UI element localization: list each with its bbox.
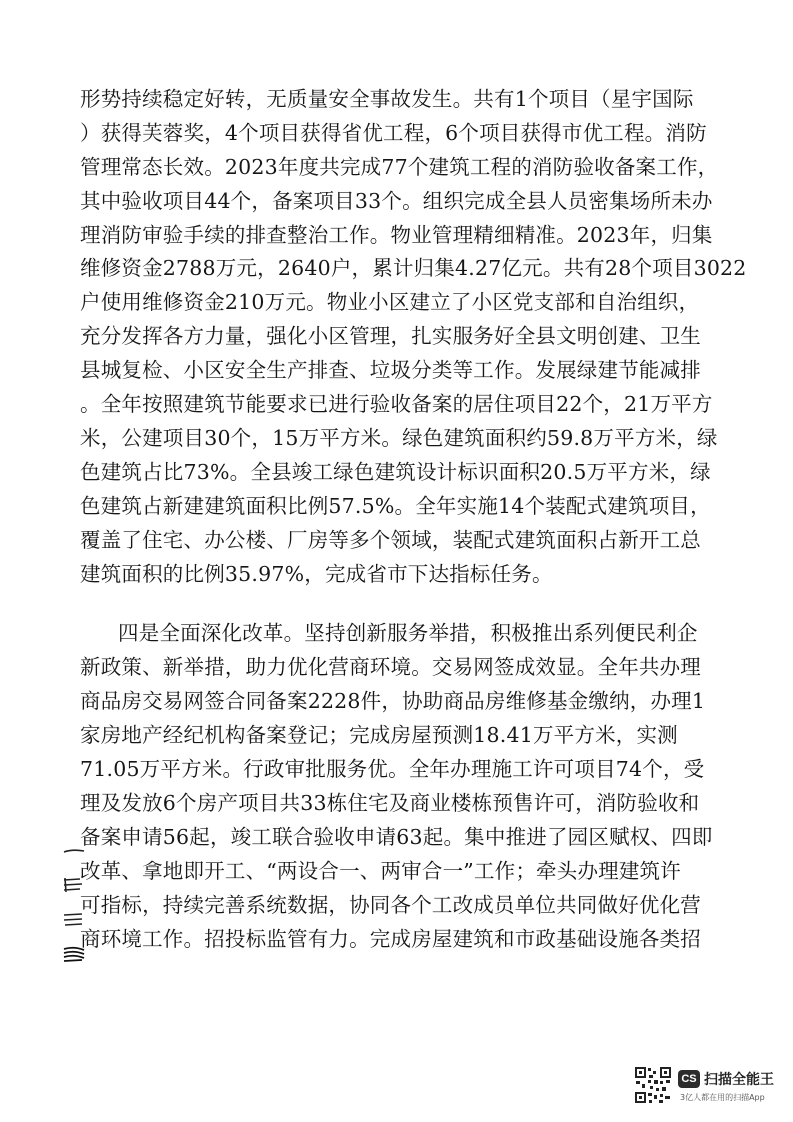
text-line: 改革、拿地即开工、“两设合一、两审合一”工作；牵头办理建筑许	[80, 859, 681, 883]
text-line: 维修资金2788万元，2640户，累计归集4.27亿元。共有28个项目3022	[80, 256, 747, 280]
text-line: 家房地产经纪机构备案登记；完成房屋预测18.41万平方米，实测	[80, 723, 678, 747]
text-line: 可指标，持续完善系统数据，协同各个工改成员单位共同做好优化营	[80, 893, 701, 917]
margin-scribble-icon	[62, 908, 88, 930]
text-line: 县城复检、小区安全生产排查、垃圾分类等工作。发展绿建节能减排	[80, 358, 701, 382]
margin-scribble-icon	[62, 942, 88, 964]
qr-code-icon	[634, 1066, 672, 1104]
text-line: 商品房交易网签合同备案2228件，协助商品房维修基金缴纳，办理1	[80, 689, 706, 713]
text-line: 其中验收项目44个，备案项目33个。组织完成全县人员密集场所未办	[80, 189, 713, 213]
text-line: 充分发挥各方力量，强化小区管理，扎实服务好全县文明创建、卫生	[80, 324, 701, 348]
text-line: 米，公建项目30个，15万平方米。绿色建筑面积约59.8万平方米，绿	[80, 426, 718, 450]
text-line: 覆盖了住宅、办公楼、厂房等多个领域，装配式建筑面积占新开工总	[80, 528, 701, 552]
text-line: 新政策、新举措，助力优化营商环境。交易网签成效显。全年共办理	[80, 655, 701, 679]
text-line: 理消防审验手续的排查整治工作。物业管理精细精准。2023年，归集	[80, 223, 713, 247]
text-line: ）获得芙蓉奖，4个项目获得省优工程，6个项目获得市优工程。消防	[80, 121, 707, 145]
margin-scribble-icon	[62, 840, 88, 862]
text-line: 色建筑占比73%。全县竣工绿色建筑设计标识面积20.5万平方米，绿	[80, 460, 711, 484]
text-line: 管理常态长效。2023年度共完成77个建筑工程的消防验收备案工作，	[80, 155, 719, 179]
text-line: 形势持续稳定好转，无质量安全事故发生。共有1个项目（星宇国际	[80, 87, 694, 111]
watermark-subtitle: 3亿人都在用的扫描App	[680, 1093, 765, 1102]
text-line: 建筑面积的比例35.97%，完成省市下达指标任务。	[80, 562, 553, 586]
text-line: 。全年按照建筑节能要求已进行验收备案的居住项目22个，21万平方	[80, 392, 713, 416]
camscanner-logo: CS	[678, 1070, 700, 1088]
margin-scribble-icon	[62, 874, 88, 896]
watermark-title: 扫描全能王	[704, 1072, 774, 1088]
text-line: 色建筑占新建建筑面积比例57.5%。全年实施14个装配式建筑项目，	[80, 494, 711, 518]
paragraph-first-line: 四是全面深化改革。坚持创新服务举措，积极推出系列便民利企	[118, 621, 698, 645]
text-line: 理及发放6个房产项目共33栋住宅及商业楼栋预售许可，消防验收和	[80, 791, 700, 815]
scanner-watermark	[634, 1066, 784, 1110]
text-line: 户使用维修资金210万元。物业小区建立了小区党支部和自治组织，	[80, 290, 700, 314]
text-line: 71.05万平方米。行政审批服务优。全年办理施工许可项目74个，受	[80, 757, 705, 781]
text-line: 商环境工作。招投标监管有力。完成房屋建筑和市政基础设施各类招	[80, 927, 701, 951]
text-line: 备案申请56起，竣工联合验收申请63起。集中推进了园区赋权、四即	[80, 825, 713, 849]
